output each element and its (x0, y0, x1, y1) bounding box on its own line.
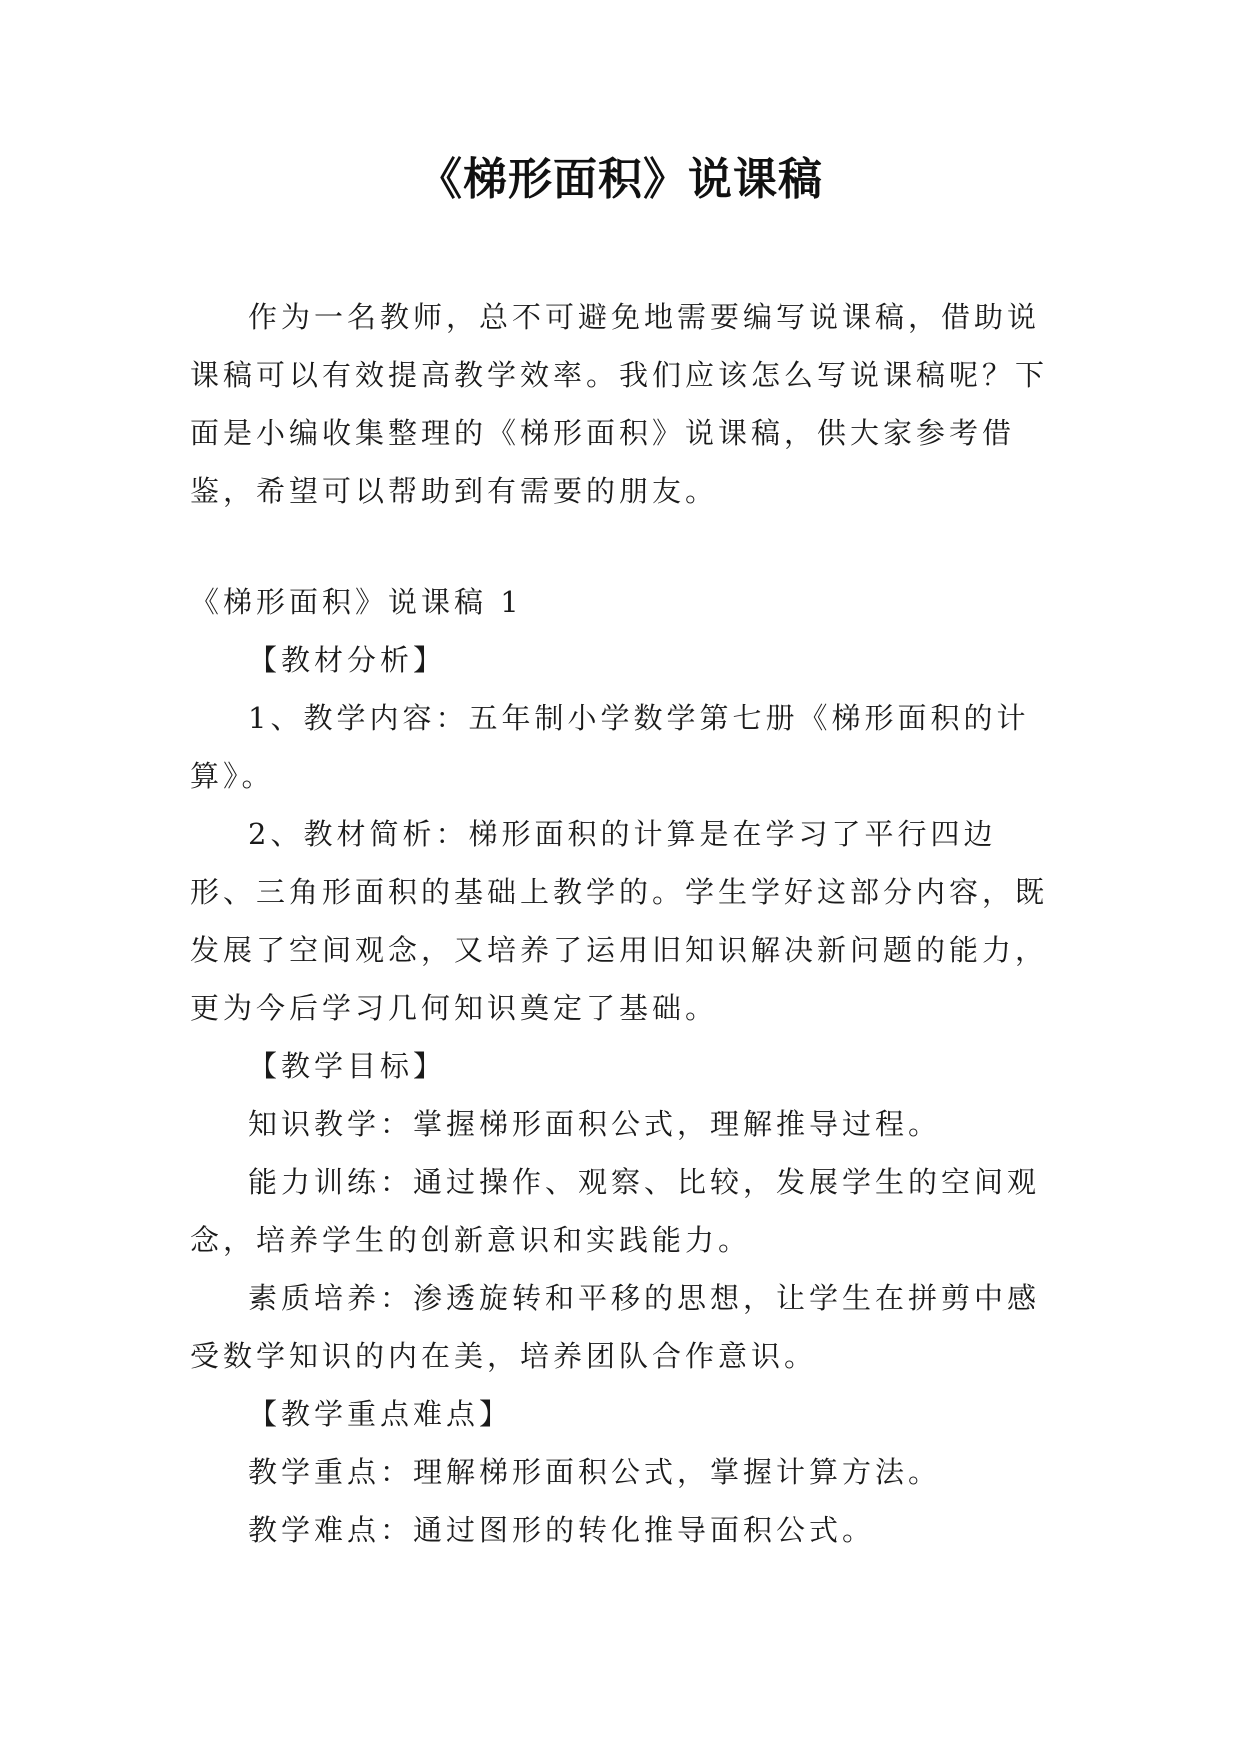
intro-paragraph: 作为一名教师，总不可避免地需要编写说课稿，借助说课稿可以有效提高教学效率。我们应该怎么写说课稿呢？下面是小编收集整理的《梯形面积》说课稿，供大家参考借鉴，希望可以帮助到有需要的朋友。 (190, 300, 1049, 508)
document-title: 《梯形面积》说课稿 (418, 154, 823, 205)
difficult-point: 教学难点：通过图形的转化推导面积公式。 (248, 1513, 876, 1547)
material-paragraph-2: 2、教材简析：梯形面积的计算是在学习了平行四边形、三角形面积的基础上教学的。学生学好这部分内容，既发展了空间观念，又培养了运用旧知识解决新问题的能力，更为今后学习几何知识奠定了基础。 (190, 817, 1049, 1025)
key-point: 教学重点：理解梯形面积公式，掌握计算方法。 (248, 1455, 942, 1489)
section-title: 《梯形面积》说课稿 1 (190, 585, 523, 619)
intro-block (190, 288, 1060, 520)
heading-key-difficult: 【教学重点难点】 (248, 1397, 513, 1431)
heading-material-analysis: 【教材分析】 (248, 643, 447, 677)
goal-quality: 素质培养：渗透旋转和平移的思想，让学生在拼剪中感受数学知识的内在美，培养团队合作意识。 (190, 1281, 1041, 1373)
material-paragraph-1: 1、教学内容：五年制小学数学第七册《梯形面积的计算》。 (190, 701, 1030, 793)
heading-teaching-goals: 【教学目标】 (248, 1049, 447, 1083)
content-block (190, 573, 1060, 1559)
goal-ability: 能力训练：通过操作、观察、比较，发展学生的空间观念，培养学生的创新意识和实践能力。 (190, 1165, 1041, 1257)
goal-knowledge: 知识教学：掌握梯形面积公式，理解推导过程。 (248, 1107, 942, 1141)
